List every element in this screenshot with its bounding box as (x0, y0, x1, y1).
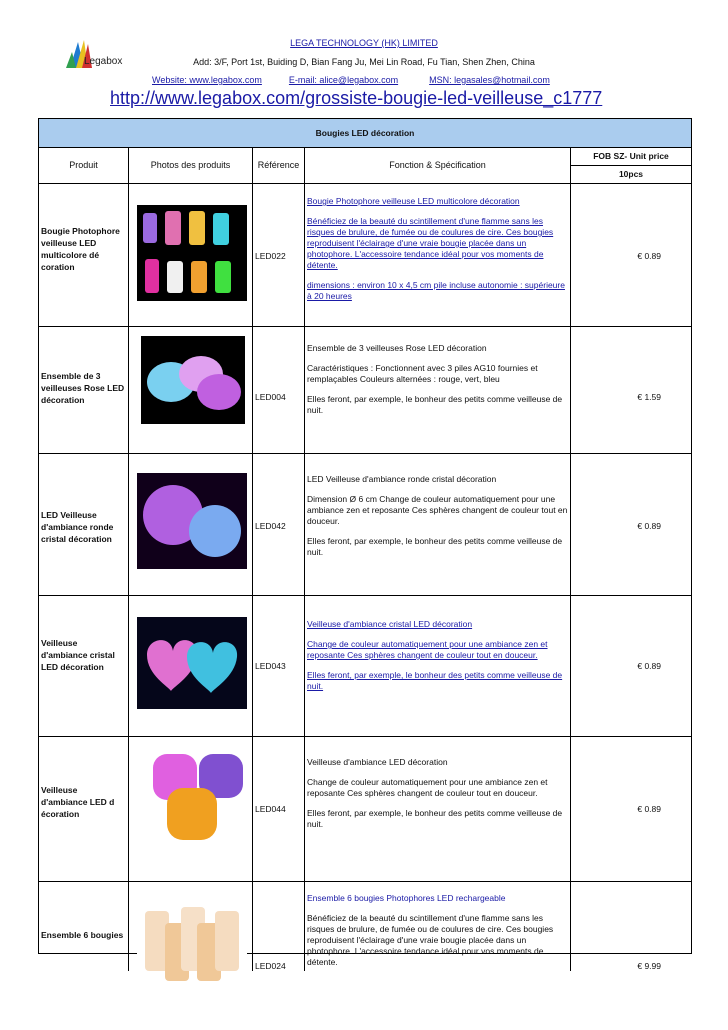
spec-line: Bénéficiez de la beauté du scintillement d'une flamme sans les risques de brulure, de fumée ou de coulures de cire. Ces bougies reproduisent l'éclairage d'une vraie bougie placée dans un photophore. L'accessoire tendance idéal pour vos moments de détente. (307, 913, 554, 967)
product-price: € 0.89 (637, 661, 661, 671)
product-price: € 9.99 (637, 961, 661, 971)
product-reference: LED022 (255, 251, 286, 261)
product-name: Ensemble 6 bougies (41, 930, 124, 940)
spec-line[interactable]: Veilleuse d'ambiance cristal LED décoration (307, 619, 473, 629)
spec-line: Elles feront, par exemple, le bonheur des petits comme veilleuse de nuit. (307, 394, 563, 415)
product-reference: LED004 (255, 392, 286, 402)
email-link[interactable]: E-mail: alice@legabox.com (288, 75, 399, 85)
product-reference: LED024 (255, 961, 286, 971)
product-photo (137, 205, 247, 301)
product-price: € 0.89 (637, 521, 661, 531)
product-photo (137, 901, 247, 981)
category-url-link[interactable]: http://www.legabox.com/grossiste-bougie-led-veilleuse_c1777 (110, 88, 603, 108)
page-header (0, 0, 728, 118)
spec-line[interactable]: dimensions : environ 10 x 4,5 cm pile incluse autonomie : supérieure à 20 heures (307, 280, 565, 301)
header-product: Produit (39, 147, 129, 183)
product-photo (137, 748, 247, 844)
product-photo (137, 473, 247, 569)
header-photos: Photos des produits (129, 147, 253, 183)
contact-line (152, 75, 550, 85)
product-reference: LED042 (255, 521, 286, 531)
spec-line: Ensemble de 3 veilleuses Rose LED décoration (307, 343, 487, 353)
product-name: Veilleuse d'ambiance LED d écoration (41, 785, 115, 819)
company-address: Add: 3/F, Port 1st, Buiding D, Bian Fang Ju, Mei Lin Road, Fu Tian, Shen Zhen, China (193, 57, 535, 67)
spec-line: Veilleuse d'ambiance LED décoration (307, 757, 448, 767)
product-spec (307, 757, 568, 839)
spec-line[interactable]: Bénéficiez de la beauté du scintillement d'une flamme sans les risques de brulure, de fumée ou de coulures de cire. Ces bougies reproduisent l'éclairage d'une vraie bougie placée dans un photophore. L'accessoire tendance idéal pour vos moments de détente. (307, 216, 554, 270)
product-price: € 1.59 (637, 392, 661, 402)
product-spec[interactable] (307, 619, 568, 701)
spec-line[interactable]: Bougie Photophore veilleuse LED multicolore décoration (307, 196, 520, 206)
product-photo (137, 617, 247, 709)
spec-line: Dimension Ø 6 cm Change de couleur automatiquement pour une ambiance zen et reposante Ces sphères changent de couleur tout en douceur. (307, 494, 568, 526)
spec-line: Elles feront, par exemple, le bonheur des petits comme veilleuse de nuit. (307, 536, 563, 557)
product-name: Bougie Photophore veilleuse LED multicolore dé coration (41, 226, 120, 272)
spec-line: Elles feront, par exemple, le bonheur des petits comme veilleuse de nuit. (307, 808, 563, 829)
product-name: LED Veilleuse d'ambiance ronde cristal décoration (41, 510, 114, 544)
product-spec (307, 474, 568, 567)
spec-line[interactable]: Elles feront, par exemple, le bonheur des petits comme veilleuse de nuit. (307, 670, 563, 691)
msn-link[interactable]: MSN: legasales@hotmail.com (429, 75, 550, 85)
header-price-qty: 10pcs (618, 169, 644, 179)
company-name[interactable]: LEGA TECHNOLOGY (HK) LIMITED (290, 38, 438, 48)
logo-text: Legabox (84, 56, 123, 67)
table-row (39, 881, 691, 971)
table-row (39, 736, 691, 882)
product-price: € 0.89 (637, 251, 661, 261)
product-name: Veilleuse d'ambiance cristal LED décoration (41, 638, 115, 672)
table-row (39, 453, 691, 596)
spec-line: LED Veilleuse d'ambiance ronde cristal décoration (307, 474, 497, 484)
header-reference: Référence (253, 147, 305, 183)
table-row (39, 183, 691, 327)
spec-line[interactable]: Change de couleur automatiquement pour une ambiance zen et reposante Ces sphères changent de couleur tout en douceur. (307, 639, 548, 660)
spec-line: Change de couleur automatiquement pour une ambiance zen et reposante Ces sphères changent de couleur tout en douceur. (307, 777, 548, 798)
table-row (39, 595, 691, 737)
product-spec (307, 343, 568, 425)
header-price (571, 147, 691, 183)
product-spec[interactable] (307, 196, 568, 311)
product-photo (141, 336, 245, 424)
table-header-row (39, 147, 691, 184)
product-price: € 0.89 (637, 804, 661, 814)
product-reference: LED044 (255, 804, 286, 814)
table-row (39, 326, 691, 454)
product-spec (307, 893, 568, 977)
header-spec: Fonction & Spécification (305, 147, 571, 183)
spec-line[interactable]: Ensemble 6 bougies Photophores LED rechargeable (307, 893, 506, 903)
header-price-label: FOB SZ- Unit price (571, 147, 691, 166)
product-name: Ensemble de 3 veilleuses Rose LED décoration (41, 371, 125, 405)
website-link[interactable]: Website: www.legabox.com (152, 75, 262, 85)
product-table (38, 118, 692, 971)
product-reference: LED043 (255, 661, 286, 671)
spec-line: Caractéristiques : Fonctionnent avec 3 piles AG10 fournies et remplaçables Couleurs alternées : rouge, vert, bleu (307, 363, 538, 384)
table-title: Bougies LED décoration (39, 119, 691, 148)
